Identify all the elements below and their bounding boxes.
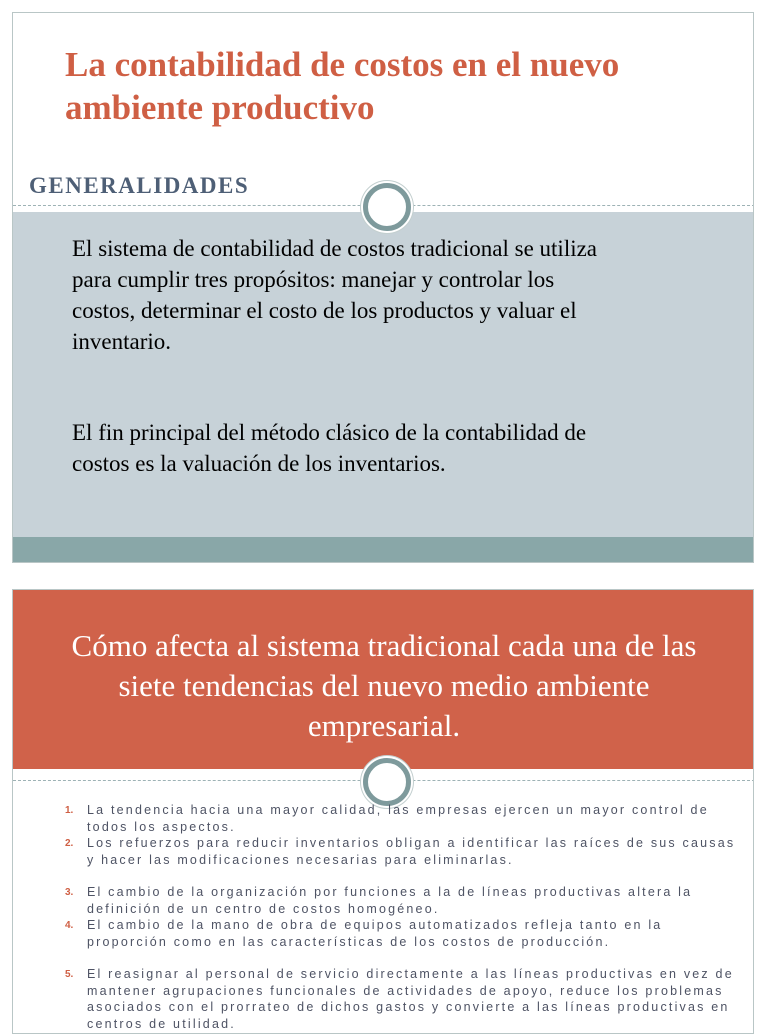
slide-1 <box>12 12 754 563</box>
list-number: 2. <box>65 838 74 849</box>
list-item-text: La tendencia hacia una mayor calidad, las empresas ejercen un mayor control de todos los aspectos. <box>87 803 709 834</box>
footer-bar <box>13 537 754 563</box>
list-number: 3. <box>65 887 74 898</box>
list-number: 1. <box>65 805 74 816</box>
list-item <box>49 917 739 950</box>
circle-ornament-icon <box>363 758 411 806</box>
list-item-text: Los refuerzos para reducir inventarios obligan a identificar las raíces de sus causas y hacer las modificaciones necesarias para eliminarlas. <box>87 836 736 867</box>
list-item-text: El cambio de la organización por funciones a la de líneas productivas altera la definición de un centro de costos homogéneo. <box>87 885 693 916</box>
list-item-text: El cambio de la mano de obra de equipos automatizados refleja tanto en la proporción como en las características de los costos de producción. <box>87 918 663 949</box>
list-number: 4. <box>65 920 74 931</box>
section-heading: GENERALIDADES <box>29 173 250 198</box>
circle-ornament-icon <box>363 183 411 231</box>
slide-2-title: Cómo afecta al sistema tradicional cada una de las siete tendencias del nuevo medio ambiente empresarial. <box>71 628 697 743</box>
list-item <box>49 835 739 868</box>
paragraph-1: El sistema de contabilidad de costos tradicional se utiliza para cumplir tres propósitos: manejar y controlar los costos, determinar el costo de los productos y valuar el inventario. <box>72 236 598 354</box>
slide-1-title: La contabilidad de costos en el nuevo ambiente productivo <box>65 45 620 127</box>
list-item-text: El reasignar al personal de servicio directamente a las líneas productivas en vez de mantener agrupaciones funcionales de actividades de apoyo, reduce los problemas asociados con el prorrateo de dichos gastos y convierte a las líneas productivas en centros de utilidad. <box>87 967 734 1031</box>
list-item <box>49 802 739 835</box>
trend-list <box>49 802 739 1032</box>
content-panel <box>13 212 754 537</box>
title-panel <box>13 590 754 769</box>
list-number: 5. <box>65 969 74 980</box>
paragraph-2: El fin principal del método clásico de la contabilidad de costos es la valuación de los inventarios. <box>72 420 587 476</box>
list-item <box>49 966 739 1032</box>
list-item <box>49 884 739 917</box>
slide-2 <box>12 589 754 1034</box>
